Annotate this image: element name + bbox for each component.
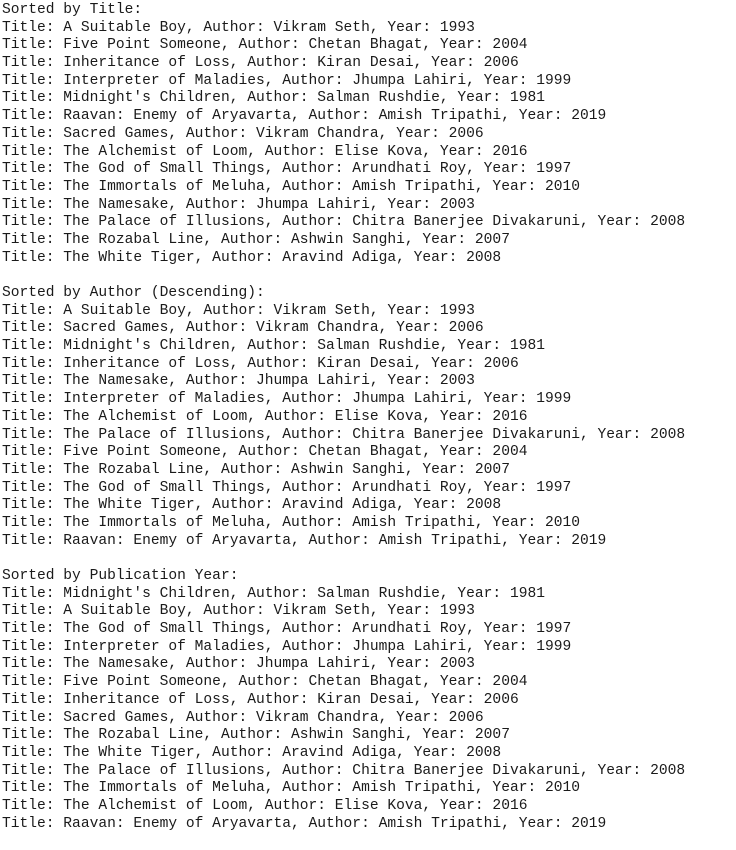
book-entry-line: Title: Raavan: Enemy of Aryavarta, Author: Amish Tripathi, Year: 2019 xyxy=(2,532,607,549)
book-entry-line: Title: Sacred Games, Author: Vikram Chandra, Year: 2006 xyxy=(2,125,484,142)
book-entry-line: Title: Midnight's Children, Author: Salman Rushdie, Year: 1981 xyxy=(2,585,545,602)
book-entry-line: Title: Inheritance of Loss, Author: Kiran Desai, Year: 2006 xyxy=(2,691,519,708)
book-entry-line: Title: Sacred Games, Author: Vikram Chandra, Year: 2006 xyxy=(2,709,484,726)
book-entry-line: Title: The Namesake, Author: Jhumpa Lahiri, Year: 2003 xyxy=(2,373,475,390)
book-entry-line: Title: The Alchemist of Loom, Author: Elise Kova, Year: 2016 xyxy=(2,408,528,425)
book-entry-line: Title: Five Point Someone, Author: Chetan Bhagat, Year: 2004 xyxy=(2,37,528,54)
book-entry-line: Title: The White Tiger, Author: Aravind Adiga, Year: 2008 xyxy=(2,249,502,266)
book-entry-line: Title: The God of Small Things, Author: Arundhati Roy, Year: 1997 xyxy=(2,479,572,496)
book-entry-line: Title: The Immortals of Meluha, Author: Amish Tripathi, Year: 2010 xyxy=(2,178,581,195)
book-entry-line: Title: Interpreter of Maladies, Author: Jhumpa Lahiri, Year: 1999 xyxy=(2,391,572,408)
book-entry-line: Title: Raavan: Enemy of Aryavarta, Author: Amish Tripathi, Year: 2019 xyxy=(2,108,607,125)
book-entry-line: Title: A Suitable Boy, Author: Vikram Seth, Year: 1993 xyxy=(2,19,475,36)
book-entry-line: Title: Five Point Someone, Author: Chetan Bhagat, Year: 2004 xyxy=(2,444,528,461)
book-entry-line: Title: The White Tiger, Author: Aravind Adiga, Year: 2008 xyxy=(2,497,502,514)
book-entry-line: Title: Five Point Someone, Author: Chetan Bhagat, Year: 2004 xyxy=(2,674,528,691)
section-heading: Sorted by Publication Year: xyxy=(2,568,239,584)
book-entry-line: Title: Interpreter of Maladies, Author: Jhumpa Lahiri, Year: 1999 xyxy=(2,72,572,89)
blank-line xyxy=(2,267,736,285)
book-entry-line: Title: Raavan: Enemy of Aryavarta, Author: Amish Tripathi, Year: 2019 xyxy=(2,815,607,832)
book-entry-line: Title: Interpreter of Maladies, Author: Jhumpa Lahiri, Year: 1999 xyxy=(2,638,572,655)
book-entry-line: Title: The Rozabal Line, Author: Ashwin Sanghi, Year: 2007 xyxy=(2,461,510,478)
book-entry-line: Title: Inheritance of Loss, Author: Kiran Desai, Year: 2006 xyxy=(2,355,519,372)
output-section xyxy=(2,285,736,550)
output-section xyxy=(2,2,736,267)
book-entry-line: Title: The Rozabal Line, Author: Ashwin Sanghi, Year: 2007 xyxy=(2,727,510,744)
book-entry-line: Title: The Immortals of Meluha, Author: Amish Tripathi, Year: 2010 xyxy=(2,514,581,531)
book-entry-line: Title: Midnight's Children, Author: Salman Rushdie, Year: 1981 xyxy=(2,90,545,107)
book-entry-line: Title: The White Tiger, Author: Aravind Adiga, Year: 2008 xyxy=(2,744,502,761)
book-entry-line: Title: Inheritance of Loss, Author: Kiran Desai, Year: 2006 xyxy=(2,55,519,72)
book-entry-line: Title: The Alchemist of Loom, Author: Elise Kova, Year: 2016 xyxy=(2,143,528,160)
book-entry-line: Title: A Suitable Boy, Author: Vikram Seth, Year: 1993 xyxy=(2,603,475,620)
book-entry-line: Title: The Palace of Illusions, Author: Chitra Banerjee Divakaruni, Year: 2008 xyxy=(2,214,686,231)
book-entry-line: Title: The Namesake, Author: Jhumpa Lahiri, Year: 2003 xyxy=(2,656,475,673)
book-entry-line: Title: The Alchemist of Loom, Author: Elise Kova, Year: 2016 xyxy=(2,797,528,814)
book-entry-line: Title: The Immortals of Meluha, Author: Amish Tripathi, Year: 2010 xyxy=(2,780,581,797)
blank-line xyxy=(2,550,736,568)
book-entry-line: Title: The God of Small Things, Author: Arundhati Roy, Year: 1997 xyxy=(2,161,572,178)
book-entry-line: Title: A Suitable Boy, Author: Vikram Seth, Year: 1993 xyxy=(2,302,475,319)
book-entry-line: Title: The God of Small Things, Author: Arundhati Roy, Year: 1997 xyxy=(2,621,572,638)
book-entry-line: Title: Midnight's Children, Author: Salman Rushdie, Year: 1981 xyxy=(2,338,545,355)
output-section xyxy=(2,568,736,833)
book-entry-line: Title: The Rozabal Line, Author: Ashwin Sanghi, Year: 2007 xyxy=(2,231,510,248)
console-output xyxy=(2,2,736,833)
book-entry-line: Title: The Namesake, Author: Jhumpa Lahiri, Year: 2003 xyxy=(2,196,475,213)
section-heading: Sorted by Title: xyxy=(2,2,143,18)
book-entry-line: Title: The Palace of Illusions, Author: Chitra Banerjee Divakaruni, Year: 2008 xyxy=(2,762,686,779)
section-heading: Sorted by Author (Descending): xyxy=(2,285,265,301)
book-entry-line: Title: Sacred Games, Author: Vikram Chandra, Year: 2006 xyxy=(2,320,484,337)
book-entry-line: Title: The Palace of Illusions, Author: Chitra Banerjee Divakaruni, Year: 2008 xyxy=(2,426,686,443)
